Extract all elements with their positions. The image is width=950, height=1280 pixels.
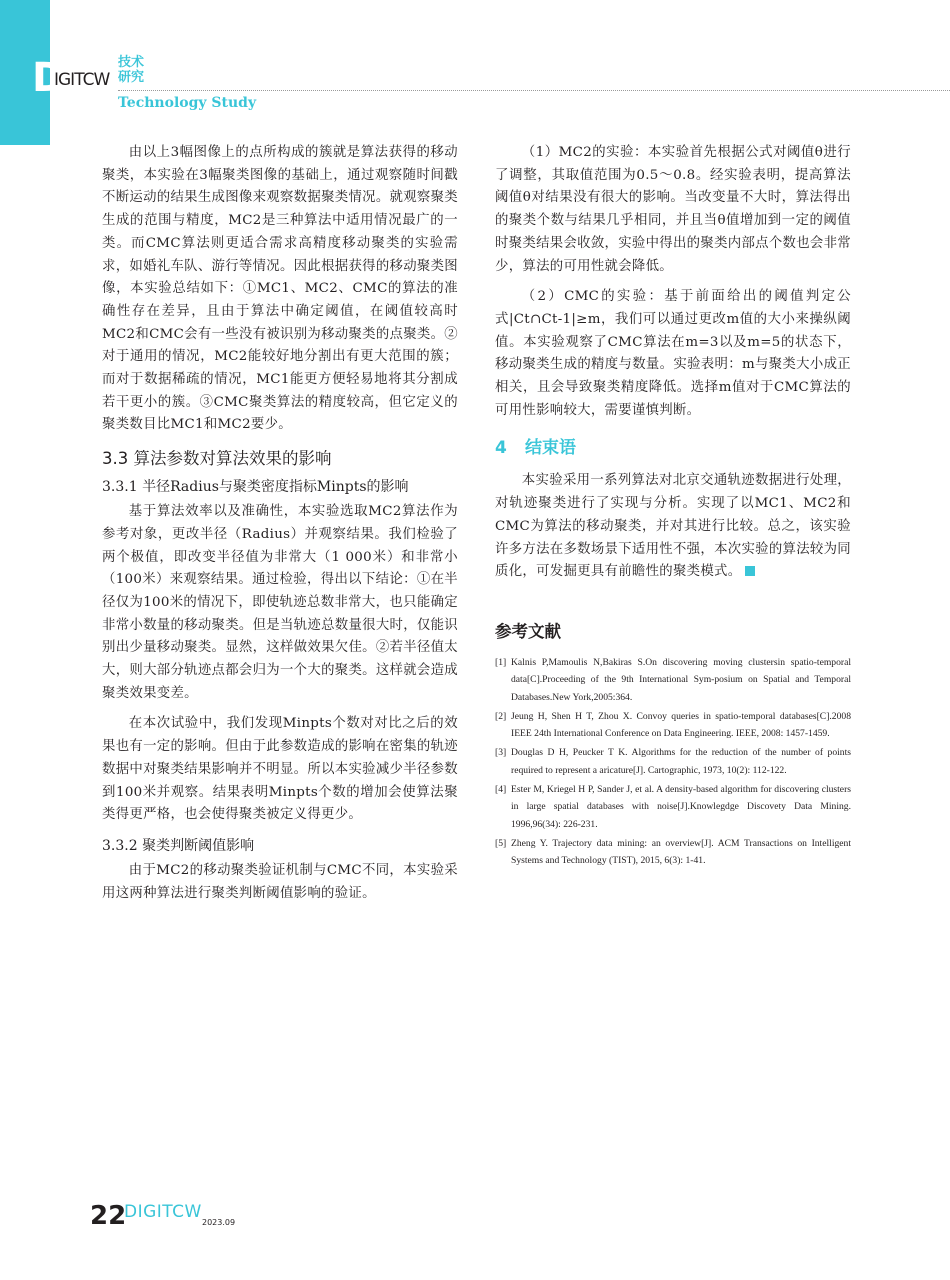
paragraph: 由以上3幅图像上的点所构成的簇就是算法获得的移动聚类，本实验在3幅聚类图像的基础上，通过观察随时间戳不断运动的结果生成图像来观察数据聚类情况。就观察聚类生成的范围与精度，MC2是三种算法中适用情况最广的一类。而CMC算法则更适合需求高精度移动聚类的实验需求，如婚礼车队、游行等情况。因此根据获得的移动聚类图像，本实验总结如下：①MC1、MC2、CMC的算法的准确性存在差异，且由于算法中确定阈值，在阈值较高时MC2和CMC会有一些没有被识别为移动聚类的点聚类。②对于通用的情况，MC2能较好地分割出有更大范围的簇；而对于数据稀疏的情况，MC1能更方便轻易地将其分割成若干更小的簇。③CMC聚类算法的精度较高，但它定义的聚类数目比MC1和MC2要少。 bbox=[102, 145, 458, 433]
page-number: 22 bbox=[90, 1201, 127, 1231]
reference-item: [1] Kalnis P,Mamoulis N,Bakiras S.On discovering moving clustersin spatio-temporal data[C].Proceeding of the 9th International Sym-posium on Spatial and Temporal Databases.New York,2005:364. bbox=[495, 656, 851, 703]
end-mark-icon bbox=[745, 566, 755, 576]
paragraph: （2）CMC的实验：基于前面给出的阈值判定公式|Ct∩Ct-1|≥m，我们可以通过更改m值的大小来操纵阈值。本实验观察了CMC算法在m=3以及m=5的状态下，移动聚类生成的精度与数量。实验表明：m与聚类大小成正相关，且会导致聚类精度降低。选择m值对于CMC算法的可用性影响较大，需要谨慎判断。 bbox=[495, 289, 851, 418]
left-column bbox=[102, 142, 458, 905]
logo-text: IGITCW bbox=[54, 70, 110, 90]
paragraph: （1）MC2的实验：本实验首先根据公式对阈值θ进行了调整，其取值范围为0.5～0.8。经实验表明，提高算法阈值θ对结果没有很大的影响。当改变量不大时，算法得出的聚类个数与结果几乎相同，并且当θ值增加到一定的阈值时聚类结果会收敛，实验中得出的聚类内部点个数也会非常少，算法的可用性就会降低。 bbox=[495, 145, 851, 274]
header-divider bbox=[118, 90, 950, 91]
logo-letter: D bbox=[32, 55, 66, 101]
subsection-heading-3-3-2: 3.3.2 聚类判断阈值影响 bbox=[102, 837, 255, 854]
paragraph: 本实验采用一系列算法对北京交通轨迹数据进行处理，对轨迹聚类进行了实现与分析。实现了以MC1、MC2和CMC为算法的移动聚类，并对其进行比较。总之，该实验许多方法在多数场景下适用性不强，本次实验的算法较为同质化，可发掘更具有前瞻性的聚类模式。 bbox=[495, 473, 851, 580]
column-name-zh: 技术 研究 bbox=[118, 55, 145, 85]
paragraph: 由于MC2的移动聚类验证机制与CMC不同，本实验采用这两种算法进行聚类判断阈值影响的验证。 bbox=[102, 862, 458, 901]
references-heading: 参考文献 bbox=[495, 621, 561, 641]
reference-item: [3] Douglas D H, Peucker T K. Algorithms for the reduction of the number of points required to represent a aricature[J]. Cartographic, 1973, 10(2): 112-122. bbox=[495, 747, 851, 776]
paragraph: 在本次试验中，我们发现Minpts个数对对比之后的效果也有一定的影响。但由于此参数造成的影响在密集的轨迹数据中对聚类结果影响并不明显。所以本实验减少半径参数到100米并观察。结果表明Minpts个数的增加会使算法聚类得更严格，也会使得聚类被定义得更少。 bbox=[102, 716, 458, 823]
issue-date: 2023.09 bbox=[202, 1218, 236, 1227]
references-list bbox=[495, 654, 851, 870]
section-number: 4 bbox=[495, 438, 507, 459]
reference-item: [2] Jeung H, Shen H T, Zhou X. Convoy queries in spatio-temporal databases[C].2008 IEEE 24th International Conference on Data Engineering. IEEE, 2008: 1457-1459. bbox=[495, 710, 851, 740]
paragraph: 基于算法效率以及准确性，本实验选取MC2算法作为参考对象，更改半径（Radius）并观察结果。我们检验了两个极值，即改变半径值为非常大（1 000米）和非常小（100米）来观察结果。通过检验，得出以下结论：①在半径仅为100米的情况下，即使轨迹总数非常大，也只能确定非常小数量的移动聚类。但是当轨迹总数量很大时，仅能识别出少量移动聚类。显然，这样做效果欠佳。②若半径值太大，则大部分轨迹点都会归为一个大的聚类。这样就会造成聚类效果变差。 bbox=[102, 504, 458, 701]
section-title: 结束语 bbox=[525, 438, 576, 459]
reference-item: [5] Zheng Y. Trajectory data mining: an overview[J]. ACM Transactions on Intelligent Systems and Technology (TIST), 2015, 6(3): 1-41. bbox=[495, 837, 851, 867]
section-heading-3-3: 3.3 算法参数对算法效果的影响 bbox=[102, 449, 332, 469]
subsection-heading-3-3-1: 3.3.1 半径Radius与聚类密度指标Minpts的影响 bbox=[102, 479, 409, 496]
right-column bbox=[495, 142, 851, 872]
column-name-en: Technology Study bbox=[118, 95, 257, 111]
section-heading-4 bbox=[495, 436, 851, 460]
footer-brand: DIGITCW bbox=[124, 1202, 202, 1222]
reference-item: [4] Ester M, Kriegel H P, Sander J, et al. A density-based algorithm for discovering clusters in large spatial databases with noise[J].Knowlegdge Discovety Data Mining. 1996,96(34): 226-231. bbox=[495, 784, 851, 830]
